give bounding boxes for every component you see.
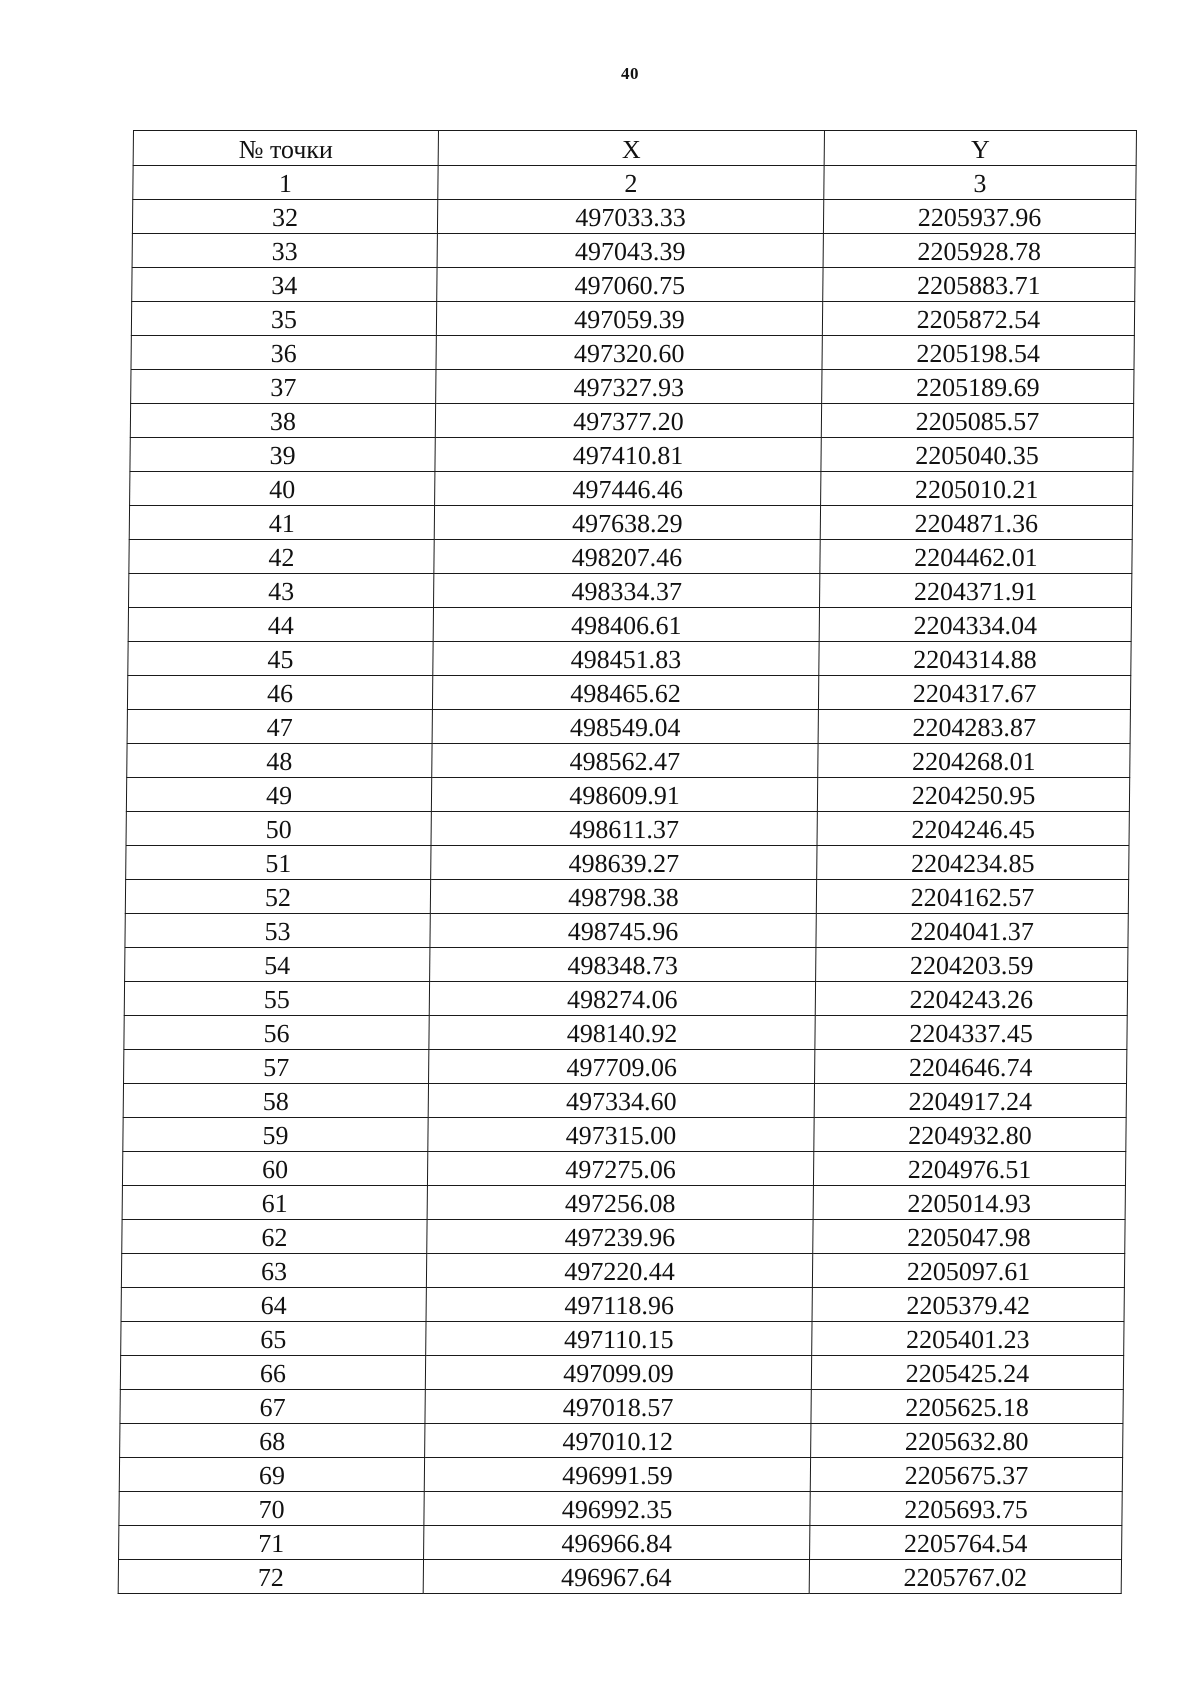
header-point-number: № точки <box>133 131 438 166</box>
x-coordinate-cell: 498348.73 <box>430 948 816 982</box>
point-number-cell: 41 <box>129 506 434 540</box>
x-coordinate-cell: 497709.06 <box>429 1050 815 1084</box>
y-coordinate-cell: 2205401.23 <box>812 1322 1124 1356</box>
x-coordinate-cell: 497118.96 <box>426 1288 812 1322</box>
y-coordinate-cell: 2205693.75 <box>810 1492 1122 1526</box>
y-coordinate-cell: 2204234.85 <box>817 846 1129 880</box>
point-number-cell: 66 <box>120 1356 425 1390</box>
point-number-cell: 44 <box>128 608 433 642</box>
y-coordinate-cell: 2204334.04 <box>819 608 1131 642</box>
x-coordinate-cell: 497315.00 <box>428 1118 814 1152</box>
x-coordinate-cell: 497018.57 <box>425 1390 811 1424</box>
table-row <box>120 1356 1123 1390</box>
y-coordinate-cell: 2204462.01 <box>820 540 1132 574</box>
point-number-cell: 60 <box>122 1152 427 1186</box>
table-row <box>126 812 1129 846</box>
table-row <box>118 1560 1121 1594</box>
point-number-cell: 34 <box>132 268 437 302</box>
column-number-row <box>133 166 1136 200</box>
point-number-cell: 33 <box>132 234 437 268</box>
point-number-cell: 56 <box>124 1016 429 1050</box>
point-number-cell: 62 <box>122 1220 427 1254</box>
y-coordinate-cell: 2205928.78 <box>823 234 1135 268</box>
point-number-cell: 39 <box>130 438 435 472</box>
table-body <box>118 200 1136 1594</box>
table-row <box>121 1254 1124 1288</box>
point-number-cell: 32 <box>132 200 437 234</box>
y-coordinate-cell: 2205085.57 <box>821 404 1133 438</box>
table-row <box>131 302 1134 336</box>
table-row <box>130 438 1133 472</box>
x-coordinate-cell: 497327.93 <box>436 370 822 404</box>
header-row <box>133 131 1136 166</box>
point-number-cell: 61 <box>122 1186 427 1220</box>
table-row <box>126 778 1129 812</box>
table-row <box>126 846 1129 880</box>
point-number-cell: 72 <box>118 1560 423 1594</box>
x-coordinate-cell: 498745.96 <box>430 914 816 948</box>
y-coordinate-cell: 2205047.98 <box>813 1220 1125 1254</box>
x-coordinate-cell: 497377.20 <box>435 404 821 438</box>
x-coordinate-cell: 498451.83 <box>433 642 819 676</box>
x-coordinate-cell: 497256.08 <box>427 1186 813 1220</box>
y-coordinate-cell: 2204283.87 <box>818 710 1130 744</box>
table-row <box>130 472 1133 506</box>
point-number-cell: 49 <box>126 778 431 812</box>
header-y: Y <box>824 131 1136 166</box>
x-coordinate-cell: 498334.37 <box>433 574 819 608</box>
y-coordinate-cell: 2205883.71 <box>823 268 1135 302</box>
point-number-cell: 40 <box>130 472 435 506</box>
x-coordinate-cell: 497043.39 <box>437 234 823 268</box>
table-row <box>128 574 1131 608</box>
point-number-cell: 53 <box>125 914 430 948</box>
point-number-cell: 67 <box>120 1390 425 1424</box>
y-coordinate-cell: 2205937.96 <box>823 200 1135 234</box>
table-row <box>122 1152 1125 1186</box>
y-coordinate-cell: 2204268.01 <box>818 744 1130 778</box>
point-number-cell: 68 <box>120 1424 425 1458</box>
y-coordinate-cell: 2205764.54 <box>810 1526 1122 1560</box>
point-number-cell: 36 <box>131 336 436 370</box>
y-coordinate-cell: 2204246.45 <box>817 812 1129 846</box>
x-coordinate-cell: 497275.06 <box>427 1152 813 1186</box>
table-row <box>119 1458 1122 1492</box>
x-coordinate-cell: 497220.44 <box>426 1254 812 1288</box>
y-coordinate-cell: 2205425.24 <box>811 1356 1123 1390</box>
table-row <box>129 506 1132 540</box>
x-coordinate-cell: 497320.60 <box>436 336 822 370</box>
point-number-cell: 47 <box>127 710 432 744</box>
y-coordinate-cell: 2204917.24 <box>814 1084 1126 1118</box>
y-coordinate-cell: 2205189.69 <box>822 370 1134 404</box>
y-coordinate-cell: 2205040.35 <box>821 438 1133 472</box>
table-row <box>121 1288 1124 1322</box>
table-row <box>127 710 1130 744</box>
point-number-cell: 65 <box>121 1322 426 1356</box>
column-number: 1 <box>133 166 438 200</box>
y-coordinate-cell: 2205010.21 <box>821 472 1133 506</box>
x-coordinate-cell: 496991.59 <box>424 1458 810 1492</box>
y-coordinate-cell: 2205872.54 <box>822 302 1134 336</box>
y-coordinate-cell: 2204162.57 <box>816 880 1128 914</box>
point-number-cell: 55 <box>124 982 429 1016</box>
y-coordinate-cell: 2205198.54 <box>822 336 1134 370</box>
table-row <box>119 1492 1122 1526</box>
point-number-cell: 42 <box>129 540 434 574</box>
point-number-cell: 70 <box>119 1492 424 1526</box>
point-number-cell: 71 <box>119 1526 424 1560</box>
y-coordinate-cell: 2204337.45 <box>815 1016 1127 1050</box>
column-number: 2 <box>438 166 824 200</box>
table-row <box>129 540 1132 574</box>
table-row <box>123 1118 1126 1152</box>
y-coordinate-cell: 2204371.91 <box>819 574 1131 608</box>
x-coordinate-cell: 498549.04 <box>432 710 818 744</box>
point-number-cell: 63 <box>121 1254 426 1288</box>
table-row <box>120 1424 1123 1458</box>
y-coordinate-cell: 2204871.36 <box>820 506 1132 540</box>
y-coordinate-cell: 2204243.26 <box>815 982 1127 1016</box>
x-coordinate-cell: 498207.46 <box>434 540 820 574</box>
table-row <box>123 1084 1126 1118</box>
point-number-cell: 54 <box>125 948 430 982</box>
x-coordinate-cell: 497010.12 <box>425 1424 811 1458</box>
table-row <box>122 1220 1125 1254</box>
table-row <box>131 370 1134 404</box>
x-coordinate-cell: 497446.46 <box>435 472 821 506</box>
x-coordinate-cell: 497060.75 <box>437 268 823 302</box>
table-row <box>132 200 1135 234</box>
y-coordinate-cell: 2205014.93 <box>813 1186 1125 1220</box>
table-row <box>125 880 1128 914</box>
y-coordinate-cell: 2205675.37 <box>810 1458 1122 1492</box>
table-row <box>121 1322 1124 1356</box>
point-number-cell: 43 <box>128 574 433 608</box>
table-row <box>125 948 1128 982</box>
y-coordinate-cell: 2204976.51 <box>813 1152 1125 1186</box>
x-coordinate-cell: 498639.27 <box>431 846 817 880</box>
table-row <box>127 744 1130 778</box>
point-number-cell: 57 <box>124 1050 429 1084</box>
table-row <box>128 642 1131 676</box>
y-coordinate-cell: 2205097.61 <box>812 1254 1124 1288</box>
x-coordinate-cell: 497033.33 <box>437 200 823 234</box>
y-coordinate-cell: 2205625.18 <box>811 1390 1123 1424</box>
x-coordinate-cell: 498274.06 <box>429 982 815 1016</box>
table-row <box>124 1050 1127 1084</box>
coordinates-table <box>118 130 1137 1594</box>
x-coordinate-cell: 498798.38 <box>430 880 816 914</box>
point-number-cell: 59 <box>123 1118 428 1152</box>
x-coordinate-cell: 497110.15 <box>426 1322 812 1356</box>
y-coordinate-cell: 2204314.88 <box>819 642 1131 676</box>
x-coordinate-cell: 498140.92 <box>429 1016 815 1050</box>
table-row <box>124 982 1127 1016</box>
x-coordinate-cell: 497638.29 <box>434 506 820 540</box>
point-number-cell: 64 <box>121 1288 426 1322</box>
y-coordinate-cell: 2204041.37 <box>816 914 1128 948</box>
x-coordinate-cell: 497099.09 <box>425 1356 811 1390</box>
point-number-cell: 50 <box>126 812 431 846</box>
point-number-cell: 51 <box>126 846 431 880</box>
x-coordinate-cell: 496992.35 <box>424 1492 810 1526</box>
table-row <box>122 1186 1125 1220</box>
table-row <box>128 608 1131 642</box>
x-coordinate-cell: 498465.62 <box>432 676 818 710</box>
table-row <box>132 234 1135 268</box>
x-coordinate-cell: 497239.96 <box>427 1220 813 1254</box>
x-coordinate-cell: 497059.39 <box>436 302 822 336</box>
x-coordinate-cell: 496967.64 <box>423 1560 809 1594</box>
point-number-cell: 52 <box>125 880 430 914</box>
y-coordinate-cell: 2204317.67 <box>818 676 1130 710</box>
point-number-cell: 37 <box>131 370 436 404</box>
y-coordinate-cell: 2204646.74 <box>815 1050 1127 1084</box>
y-coordinate-cell: 2204932.80 <box>814 1118 1126 1152</box>
y-coordinate-cell: 2204203.59 <box>816 948 1128 982</box>
x-coordinate-cell: 498609.91 <box>431 778 817 812</box>
point-number-cell: 45 <box>128 642 433 676</box>
x-coordinate-cell: 496966.84 <box>424 1526 810 1560</box>
page-number: 40 <box>621 64 639 83</box>
point-number-cell: 58 <box>123 1084 428 1118</box>
x-coordinate-cell: 497410.81 <box>435 438 821 472</box>
point-number-cell: 38 <box>130 404 435 438</box>
y-coordinate-cell: 2205767.02 <box>809 1560 1121 1594</box>
table-row <box>127 676 1130 710</box>
point-number-cell: 48 <box>127 744 432 778</box>
header-x: X <box>438 131 824 166</box>
x-coordinate-cell: 498611.37 <box>431 812 817 846</box>
x-coordinate-cell: 497334.60 <box>428 1084 814 1118</box>
column-number: 3 <box>824 166 1136 200</box>
point-number-cell: 69 <box>119 1458 424 1492</box>
table-row <box>132 268 1135 302</box>
point-number-cell: 35 <box>131 302 436 336</box>
table-row <box>130 404 1133 438</box>
table-row <box>131 336 1134 370</box>
table-row <box>125 914 1128 948</box>
table-row <box>124 1016 1127 1050</box>
y-coordinate-cell: 2204250.95 <box>817 778 1129 812</box>
y-coordinate-cell: 2205632.80 <box>811 1424 1123 1458</box>
table-row <box>120 1390 1123 1424</box>
table-row <box>119 1526 1122 1560</box>
x-coordinate-cell: 498562.47 <box>432 744 818 778</box>
y-coordinate-cell: 2205379.42 <box>812 1288 1124 1322</box>
point-number-cell: 46 <box>127 676 432 710</box>
x-coordinate-cell: 498406.61 <box>433 608 819 642</box>
